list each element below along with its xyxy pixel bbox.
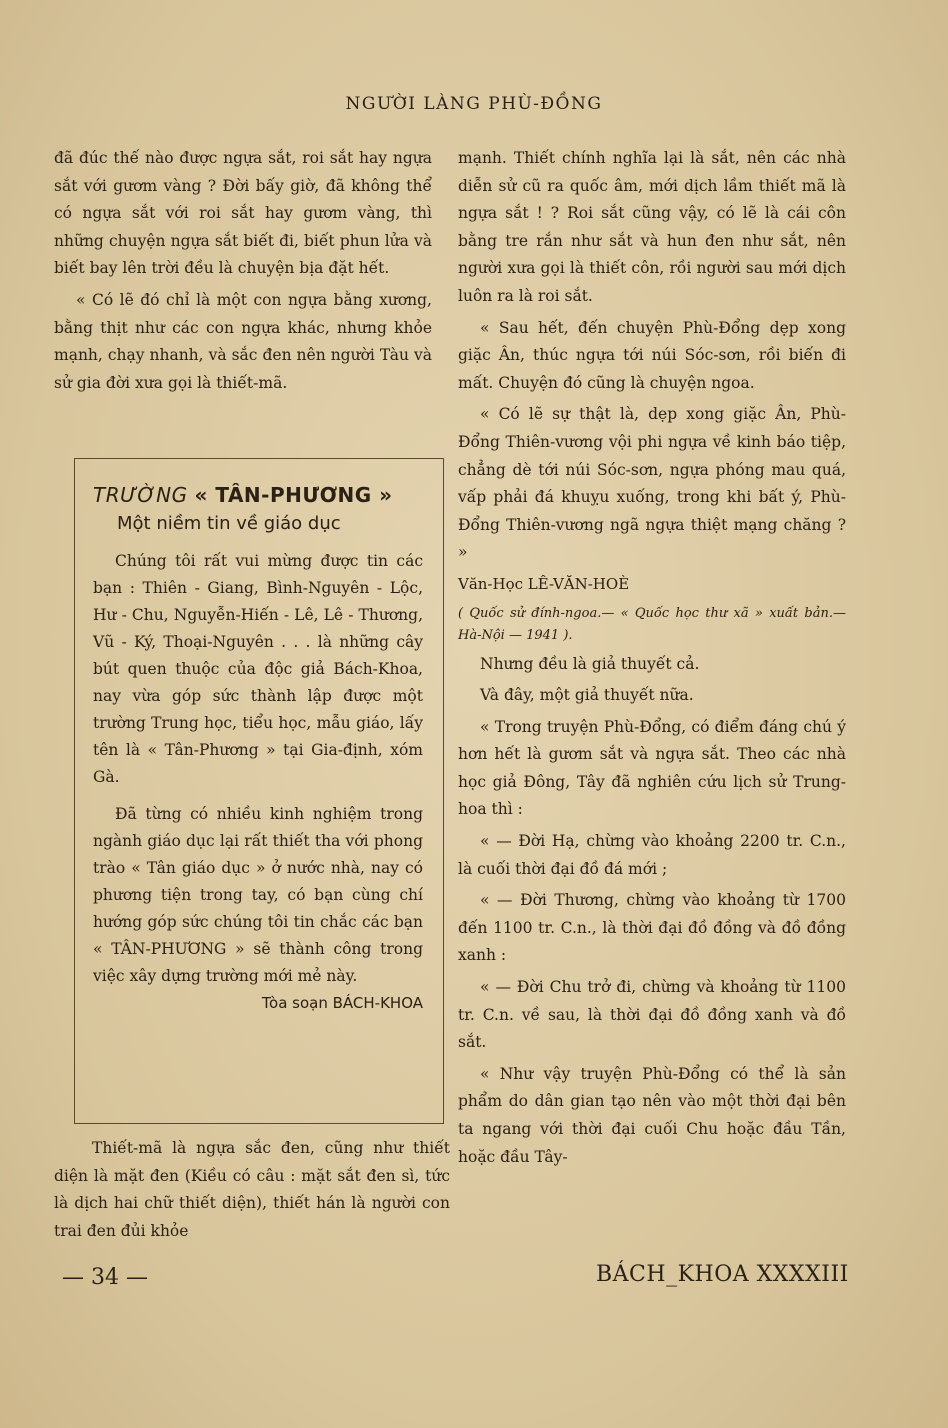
announcement-title — [93, 483, 423, 507]
announcement-subtitle: Một niềm tin về giáo dục — [117, 513, 341, 534]
left-column-bottom — [54, 1135, 450, 1245]
paragraph: « — Đời Hạ, chừng vào khoảng 2200 tr. C.n., là cuối thời đại đồ đá mới ; — [458, 832, 846, 878]
announcement-paragraph: Đã từng có nhiều kinh nghiệm trong ngành giáo dục lại rất thiết tha với phong trào « Tân giáo dục » ở nước nhà, nay có phương tiện trong tay, có bạn cùng chí hướng góp sức chúng tôi tin chắc các bạn « TÂN-PHƯƠNG » sẽ thành công trong việc xây dựng trường mới mẻ này. — [93, 805, 423, 985]
author-credit: Văn-Học LÊ-VĂN-HOÈ — [458, 574, 630, 593]
paragraph: « Như vậy truyện Phù-Đổng có thể là sản phẩm do dân gian tạo nên vào một thời đại bên ta ngang với thời đại cuối Chu hoặc đầu Tần, hoặc đầu Tây- — [458, 1064, 846, 1166]
paragraph: « — Đời Chu trở đi, chừng và khoảng từ 1100 tr. C.n. về sau, là thời đại đồ đồng xanh và đồ sắt. — [458, 978, 846, 1052]
paragraph: mạnh. Thiết chính nghĩa lại là sắt, nên các nhà diễn sử cũ ra quốc âm, mới dịch lầm thiết mã là ngựa sắt ! ? Roi sắt cũng vậy, có lẽ là cái côn bằng tre rắn như sắt và hun đen như sắt, nên người xưa gọi là thiết côn, rồi người sau mới dịch luôn ra là roi sắt. — [458, 149, 846, 305]
school-name: « TÂN-PHƯƠNG » — [194, 483, 393, 507]
announcement-paragraph: Chúng tôi rất vui mừng được tin các bạn : Thiên - Giang, Bình-Nguyên - Lộc, Hư - Chu, Nguyễn-Hiến - Lê, Lê - Thương, Vũ - Ký, Thoại-Nguyên . . . là những cây bút quen thuộc của độc giả Bách-Khoa, nay vừa góp sức thành lập được một trường Trung học, tiểu học, mẫu giáo, lấy tên là « Tân-Phương » tại Gia-định, xóm Gà. — [93, 552, 423, 786]
paragraph: Nhưng đều là giả thuyết cả. — [480, 654, 700, 673]
announcement-signature: Tòa soạn BÁCH-KHOA — [261, 994, 423, 1012]
running-header: NGƯỜI LÀNG PHÙ-ĐỒNG — [345, 94, 603, 114]
magazine-issue: BÁCH_KHOA XXXXIII — [596, 1262, 849, 1287]
source-citation: ( Quốc sử đính-ngoa.— « Quốc học thư xã » xuất bản.— Hà-Nội — 1941 ). — [458, 605, 846, 643]
paragraph: « Có lẽ sự thật là, dẹp xong giặc Ân, Phù-Đổng Thiên-vương vội phi ngựa về kinh báo tiệp, chẳng dè tới núi Sóc-sơn, ngựa phóng mau quá, vấp phải đá khuỵu xuống, trong khi bất ý, Phù-Đổng Thiên-vương ngã ngựa thiệt mạng chăng ? » — [458, 405, 846, 562]
paragraph: « — Đời Thương, chừng vào khoảng từ 1700 đến 1100 tr. C.n., là thời đại đồ đồng và đồ đồng xanh : — [458, 891, 846, 965]
right-column — [458, 145, 846, 1171]
paragraph: Thiết-mã là ngựa sắc đen, cũng như thiết diện là mặt đen (Kiều có câu : mặt sắt đen sì, tức là dịch hai chữ thiết diện), thiết hán là người con trai đen đủi khỏe — [54, 1139, 450, 1240]
announcement-box — [74, 458, 444, 1124]
left-column — [54, 145, 432, 397]
paragraph: Và đây, một giả thuyết nữa. — [480, 686, 694, 705]
paragraph: « Có lẽ đó chỉ là một con ngựa bằng xương, bằng thịt như các con ngựa khác, nhưng khỏe mạnh, chạy nhanh, và sắc đen nên người Tàu và sử gia đời xưa gọi là thiết-mã. — [54, 290, 432, 392]
paragraph: đã đúc thế nào được ngựa sắt, roi sắt hay ngựa sắt với gươm vàng ? Đời bấy giờ, đã không thể có ngựa sắt với roi sắt hay gươm vàng, thì những chuyện ngựa sắt biết đi, biết phun lửa và biết bay lên trời đều là chuyện bịa đặt hết. — [54, 149, 432, 278]
page-number: — 34 — — [62, 1265, 148, 1290]
paragraph: « Trong truyện Phù-Đổng, có điểm đáng chú ý hơn hết là gươm sắt và ngựa sắt. Theo các nhà học giả Đông, Tây đã nghiên cứu lịch sử Trung-hoa thì : — [458, 717, 846, 819]
title-prefix: TRƯỜNG — [93, 483, 188, 507]
paragraph: « Sau hết, đến chuyện Phù-Đổng dẹp xong giặc Ân, thúc ngựa tới núi Sóc-sơn, rồi biến đi mất. Chuyện đó cũng là chuyện ngoa. — [458, 318, 846, 392]
